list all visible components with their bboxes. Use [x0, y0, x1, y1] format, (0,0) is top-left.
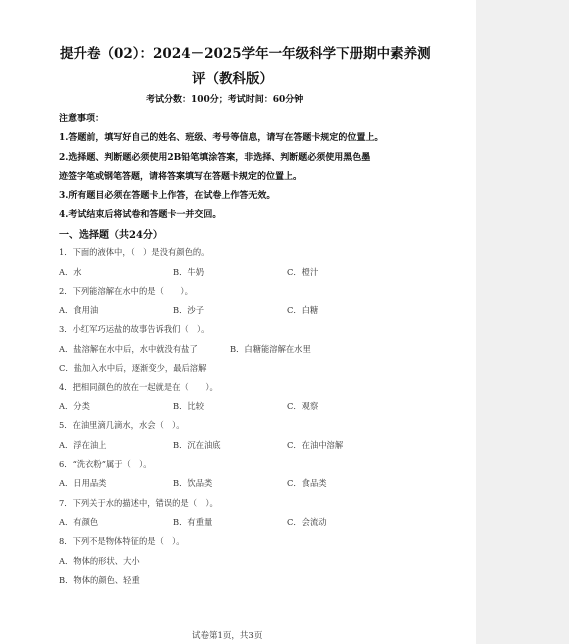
- question-stem: 1．下面的液体中，（ ）是没有颜色的。: [59, 247, 210, 257]
- option-b: B．饮品类: [173, 478, 213, 488]
- note-4: 4.考试结束后将试卷和答题卡一并交回。: [59, 210, 222, 220]
- option-b: B．有重量: [173, 517, 213, 527]
- page-footer: 试卷第1页，共3页: [192, 631, 263, 641]
- option-b: B．牛奶: [173, 267, 204, 277]
- option-b: B．比较: [173, 401, 204, 411]
- exam-info: 考试分数：100分；考试时间：60分钟: [146, 95, 304, 105]
- option-a: A．食用油: [59, 305, 99, 315]
- section-heading: 一、选择题（共24分）: [59, 230, 163, 241]
- option-b: B．物体的颜色、轻重: [59, 575, 140, 585]
- question-stem: 4．把相同颜色的放在一起就是在（ ）。: [59, 382, 218, 392]
- option-c: C．观察: [287, 401, 319, 411]
- option-a: A．盐溶解在水中后，水中就没有盐了: [59, 344, 198, 354]
- notes-heading: 注意事项：: [59, 114, 105, 124]
- question-stem: 8．下列不是物体特征的是（ ）。: [59, 536, 185, 546]
- option-c: C．食品类: [287, 478, 327, 488]
- option-c: C．会流动: [287, 517, 327, 527]
- option-a: A．分类: [59, 401, 90, 411]
- option-c: C．盐加入水中后，逐渐变少，最后溶解: [59, 363, 207, 373]
- option-c: C．白糖: [287, 305, 319, 315]
- option-a: A．物体的形状、大小: [59, 556, 140, 566]
- question-stem: 2．下列能溶解在水中的是（ ）。: [59, 286, 193, 296]
- option-b: B．沉在油底: [173, 440, 221, 450]
- note-3: 3.所有题目必须在答题卡上作答，在试卷上作答无效。: [59, 191, 276, 201]
- option-c: C．橙汁: [287, 267, 319, 277]
- option-a: A．日用品类: [59, 478, 107, 488]
- question-stem: 7．下列关于水的描述中，错误的是（ ）。: [59, 498, 218, 508]
- option-b: B．白糖能溶解在水里: [230, 344, 311, 354]
- note-2: 2.选择题、判断题必须使用2B铅笔填涂答案，非选择、判断题必须使用黑色墨: [59, 153, 371, 163]
- question-stem: 5．在油里滴几滴水，水会（ ）。: [59, 420, 185, 430]
- note-2-cont: 迹签字笔或钢笔答题，请将答案填写在答题卡规定的位置上。: [59, 172, 303, 182]
- question-stem: 3．小红军巧运盐的故事告诉我们（ ）。: [59, 324, 210, 334]
- option-c: C．在油中溶解: [287, 440, 344, 450]
- option-b: B．沙子: [173, 305, 204, 315]
- title-line-1: 提升卷（02）：2024－2025学年一年级科学下册期中素养测: [60, 46, 431, 62]
- viewer-side-panel: [476, 0, 569, 644]
- note-1: 1.答题前，填写好自己的姓名、班级、考号等信息，请写在答题卡规定的位置上。: [59, 133, 384, 143]
- option-a: A．浮在油上: [59, 440, 107, 450]
- option-a: A．水: [59, 267, 82, 277]
- option-a: A．有颜色: [59, 517, 99, 527]
- question-stem: 6．“洗衣粉”属于（ ）。: [59, 459, 152, 469]
- title-line-2: 评（教科版）: [192, 71, 273, 87]
